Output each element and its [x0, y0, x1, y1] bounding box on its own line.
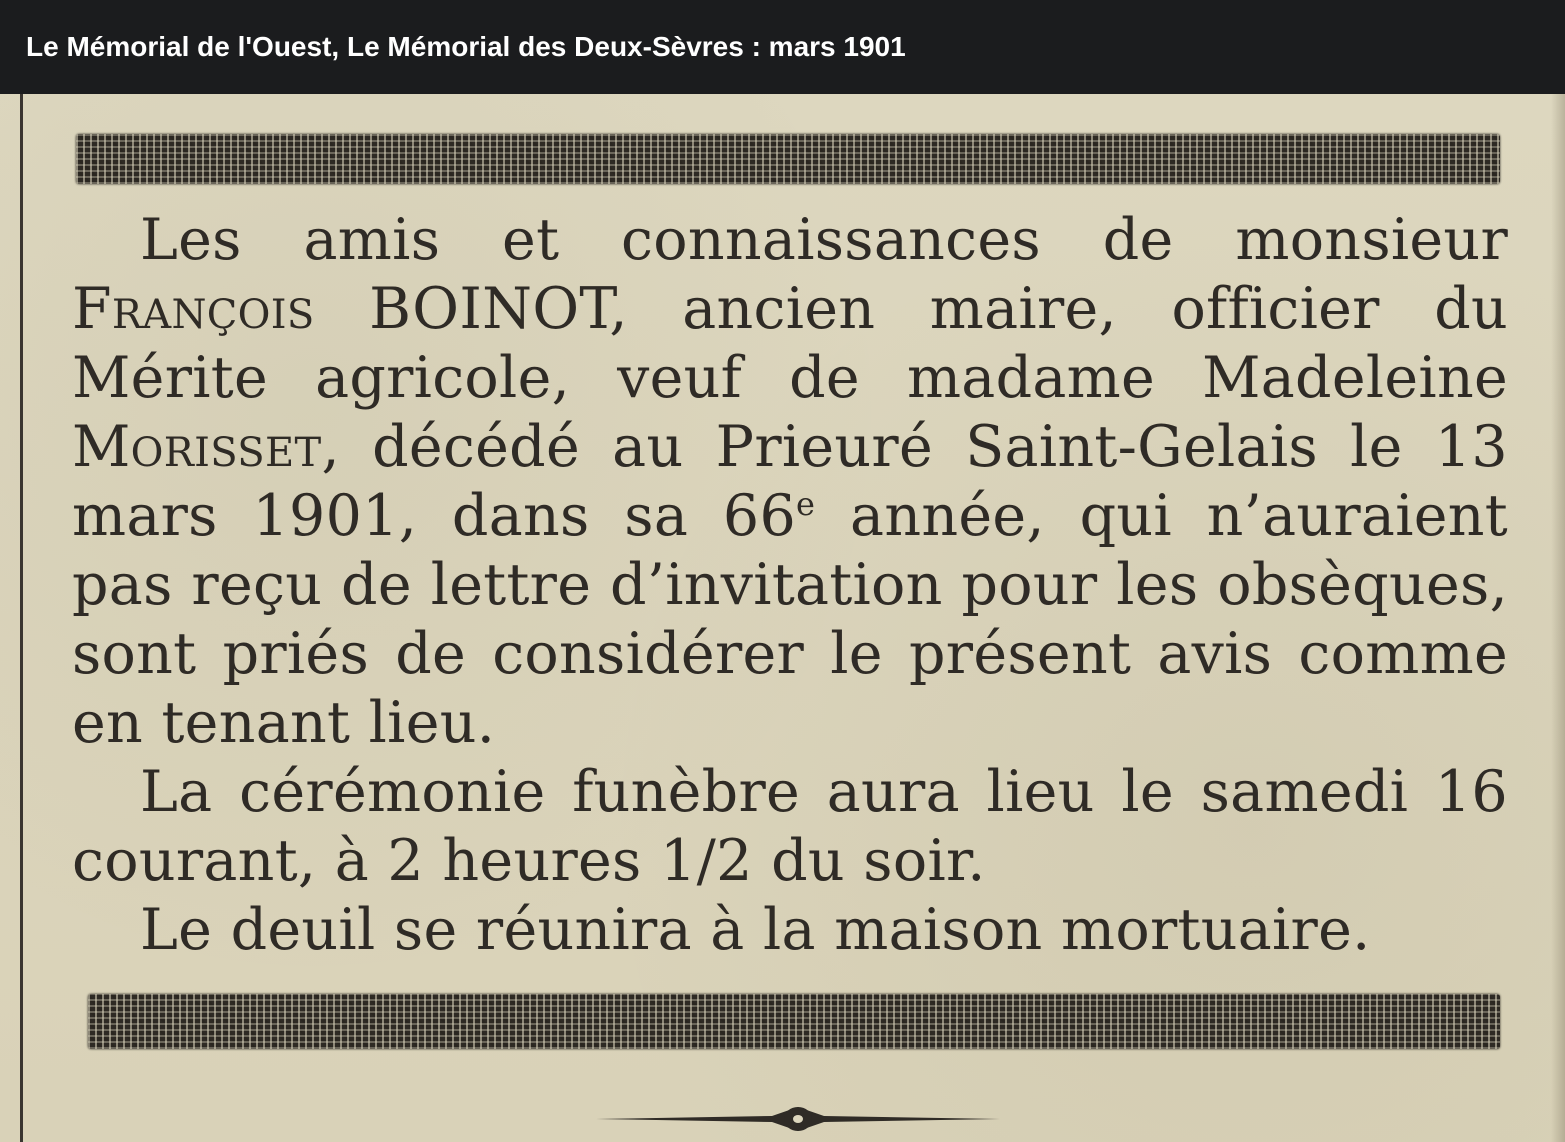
- notice-text: , ancien maire, officier du Mérite agricole, veuf de madame Madeleine: [72, 276, 1509, 411]
- newspaper-clipping: [0, 94, 1565, 1142]
- ordinal-superscript: e: [796, 485, 816, 523]
- page-edge-shadow: [1551, 94, 1565, 1142]
- bottom-ornamental-rule: [88, 994, 1500, 1049]
- notice-text: année, qui n’auraient pas reçu de lettre d’invitation pour les obsèques, sont priés de considérer le présent avis comme en tenant lieu.: [72, 483, 1508, 756]
- notice-paragraph-3: Le deuil se réunira à la maison mortuaire.: [140, 897, 1371, 963]
- obituary-notice: [72, 206, 1508, 965]
- window-title: Le Mémorial de l'Ouest, Le Mémorial des Deux-Sèvres : mars 1901: [0, 0, 1565, 94]
- deceased-last-name: BOINOT: [369, 276, 610, 342]
- column-rule: [20, 94, 23, 1142]
- ornament-divider-icon: [592, 1097, 1004, 1141]
- notice-paragraph-2: La cérémonie funèbre aura lieu le samedi 16 courant, à 2 heures 1/2 du soir.: [72, 759, 1508, 894]
- top-ornamental-rule: [76, 134, 1500, 184]
- notice-text: , décédé au Prieuré Saint-Gelais le 13 mars 1901, dans sa 66: [72, 414, 1508, 549]
- notice-paragraph-1: [72, 206, 1508, 758]
- deceased-first-name: François: [72, 276, 315, 342]
- notice-text: Les amis et connaissances de monsieur: [140, 207, 1508, 273]
- wife-name: Morisset: [72, 414, 322, 480]
